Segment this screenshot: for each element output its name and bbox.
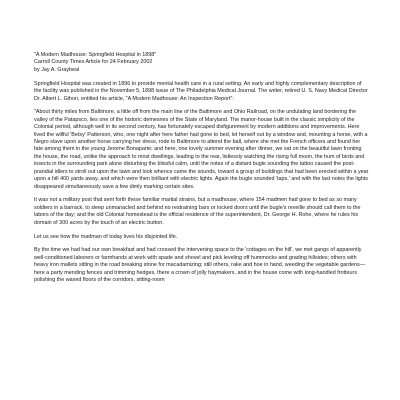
body-paragraph: Let us see how the madman of today lives his disjointed life. xyxy=(34,233,178,240)
publication-line: Carroll County Times Article for 24 February 2002 xyxy=(34,59,153,66)
intro-paragraph: Springfield Hospital was created in 1896 to provide mental health care in a rural setting. An early and highly complementary description of the facility was published in the November 5, 1898 issue of The Philadelphia Medical Journal. The writer, retired U. S. Navy Medical Director Dr. Albert L. Gihon, entitled his article, "A Modern Madhouse: An Inspection Report": xyxy=(34,80,368,102)
quote-paragraph: "About thirty miles from Baltimore, a little off from the main line of the Baltimore and Ohio Railroad, on the undulating land bordering the valley of the Patapsco, lies one of the historic demesnes of the State of Maryland. The manor-house built in the classic simplicity of the Colonial period, although well in its second century, has fortunately escaped disfigurement by modern additions and improvements. Here lived the willful 'Betsy' Patterson, who, one night after here father had gone to bed, let herself out by a window and, mounting a horse, with a Negro slave upon another horse carrying her dress, rode to Baltimore to attend the ball, where she met the French officers and found her fate among them in the young Jerome Bonaparte; and here, one lovely summer evening after dinner, we sat on the beautiful lawn fronting the house, the road, unlike the approach to most dwellings, leading to the rear, listlessly watching the rising full moon, the hum of birds and insects in the surrounding park alone disturbing the blissful calm, until the notes of a distant bugle sounding the tattoo caused the post-prandial idlers to stroll out upon the lawn and look whence came the sounds, toward a group of buildings that had been erected within a year upon a hill 400 yards away, and which were then brilliant with electric lights. Again the bugle sounded 'taps,' and with the last notes the lights disappeared simultaneously save a few dimly marking certain sites. xyxy=(34,109,369,190)
body-paragraph: It was not a military post that sent forth these familiar martial strains, but a madhouse, where 154 madmen had gone to bed as so many soldiers in a barrack, to sleep unmanacled and behind no restraining bars or locked doors until the bugle's reveille should call them to the labors of the day; and the old Colonial homestead is the official residence of the superintendent, Dr. George H. Rohe, where he rules his domain of 300 acres by the touch of an electric button. xyxy=(34,197,361,226)
article-title: "A Modern Madhouse: Springfield Hospital in 1898" xyxy=(34,52,157,58)
byline: by Jay A. Graybeal xyxy=(34,66,80,73)
article-header xyxy=(34,52,370,74)
body-paragraph: By the time we had had our own breakfast and had crossed the intervening space to the 'cottages on the hill', we met gangs of apparently well-conditioned laborers or farmhands at work with spade and shovel and pick leveling off hummocks and grading hillsides; others with heavy iron mallets sitting in the road breaking stone for macadamizing; still others, rake and hoe in hand, weeding the vegetable gardens—here a party mending fences and trimming hedges, there a crown of jolly haymakers, and in the house come with long-handled frotteurs polishing the waxed floors of the corridors, sitting-room xyxy=(34,247,366,284)
